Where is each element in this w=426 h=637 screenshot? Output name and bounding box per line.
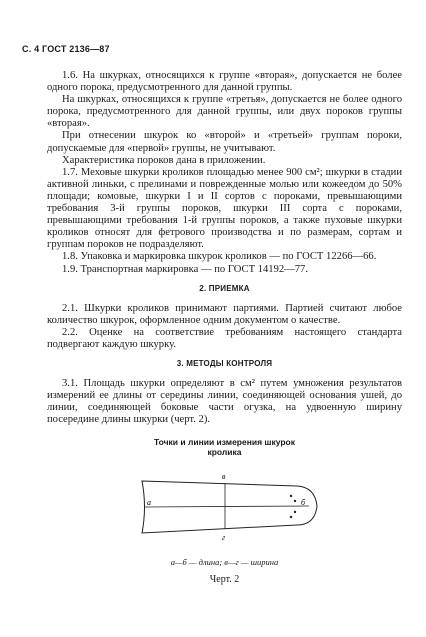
page-content xyxy=(47,70,402,586)
paragraph: При отнесении шкурок ко «второй» и «третьей» группам пороки, допускаемые для «первой» группы, не учитывают. xyxy=(47,130,402,154)
length-line xyxy=(145,506,309,507)
paragraph: 1.9. Транспортная маркировка — по ГОСТ 14192—77. xyxy=(62,263,309,275)
ear-dot xyxy=(290,515,292,517)
ear-dot xyxy=(290,494,292,496)
paragraph: 3.1. Площадь шкурки определяют в см² путем умножения результатов измерений ее длины от середины линии, соединяющей основания ушей, до линии, соединяющей боковые части огузка, на удвоенную ширину посередине длины шкурки (черт. 2). xyxy=(47,378,402,426)
figure-title-line: Точки и линии измерения шкурок xyxy=(153,436,296,447)
figure-title-line: кролика xyxy=(207,446,242,457)
figure-caption: а—б — длина; в—г — ширина xyxy=(170,556,279,567)
point-label-a: а xyxy=(147,497,151,507)
paragraph: 1.7. Меховые шкурки кроликов площадью менее 900 см²; шкурки в стадии активной линьки, с прелинами и поврежденные молью или кожеедом до 50% площади; комовые, шкурки I и II сортов с пороками, превышающими требования 3-й группы пороков, шкурки III сорта с пороками, превышающими требования 1-й группы пороков, а также пуховые шкурки кроликов относят для фетрового производства и по размерам, сортам и группам пороков не подразделяют. xyxy=(47,166,402,251)
paragraph: 1.8. Упаковка и маркировка шкурок кроликов — по ГОСТ 12266—66. xyxy=(62,251,377,263)
page-header: С. 4 ГОСТ 2136—87 xyxy=(22,44,110,54)
figure-title xyxy=(47,437,402,457)
paragraph: На шкурках, относящихся к группе «третья», допускается не более одного порока, предусмотренного для данной группы, или двух пороков группы «вторая». xyxy=(47,94,402,130)
ear-dot xyxy=(294,510,296,512)
paragraph: Характеристика пороков дана в приложении. xyxy=(62,154,266,166)
point-label-v: в xyxy=(222,471,226,481)
figure-number: Черт. 2 xyxy=(209,573,240,585)
point-label-g: г xyxy=(222,532,226,542)
paragraph: 2.2. Оценке на соответствие требованиям настоящего стандарта подвергают каждую шкурку. xyxy=(47,326,402,350)
paragraph: 2.1. Шкурки кроликов принимают партиями. Партией считают любое количество шкурок, оформленное одним документом о качестве. xyxy=(47,302,402,326)
paragraph: 1.6. На шкурках, относящихся к группе «вторая», допускается не более одного порока, предусмотренного для данной группы. xyxy=(47,70,402,94)
ear-dot xyxy=(294,499,296,501)
pelt-measurement-diagram xyxy=(47,461,402,546)
section-title-acceptance: 2. ПРИЕМКА xyxy=(199,283,250,293)
point-label-b: б xyxy=(301,497,306,507)
section-title-control-methods: 3. МЕТОДЫ КОНТРОЛЯ xyxy=(176,359,273,369)
